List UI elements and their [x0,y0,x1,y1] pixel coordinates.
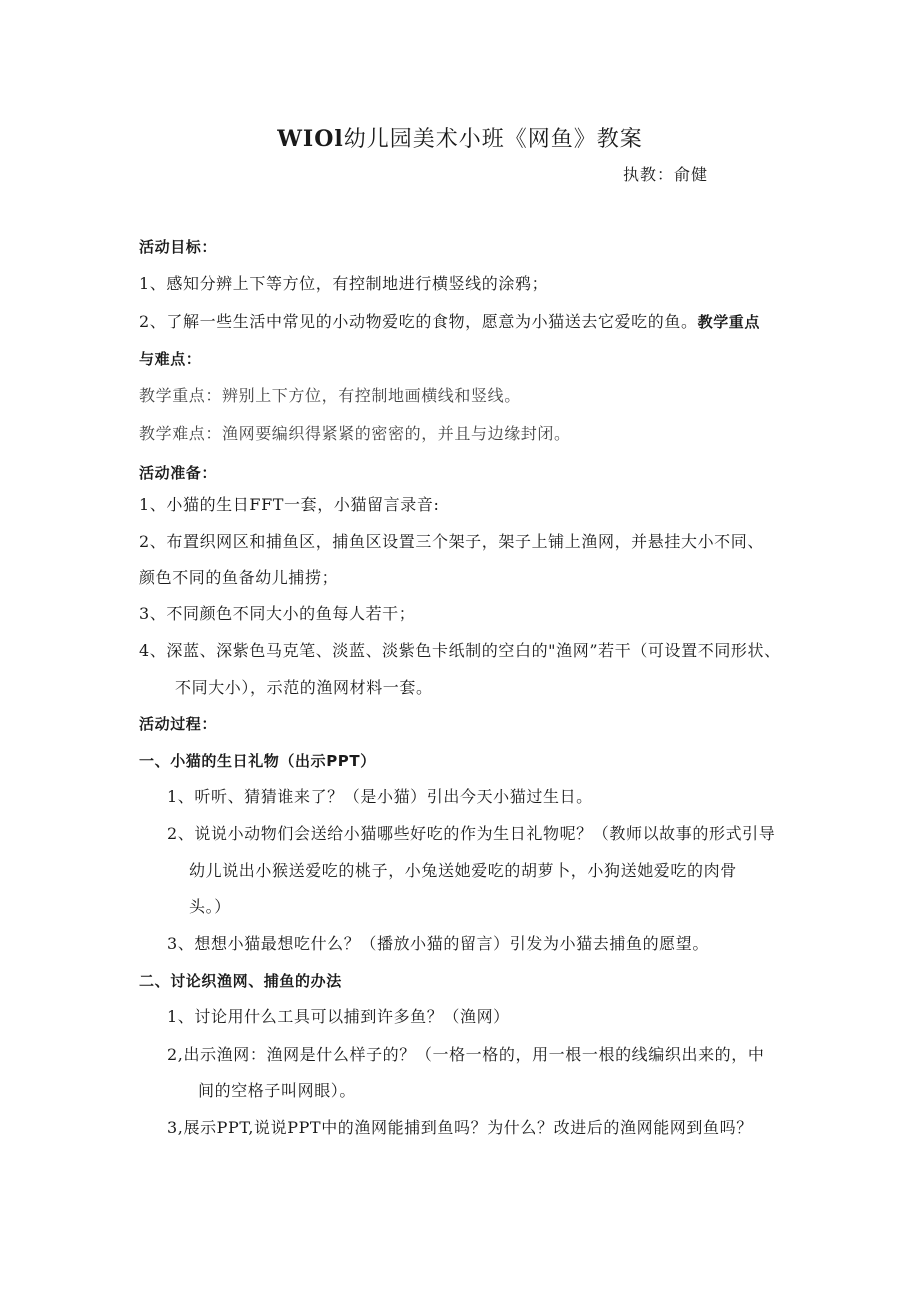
prep-heading: 活动准备： [139,464,218,482]
section-2-item-2-line-2: 间的空格子叫网眼）。 [198,1081,357,1100]
section-2-item-3: 3,展示PPT,说说PPT中的渔网能捕到鱼吗？为什么？改进后的渔网能网到鱼吗？ [167,1118,753,1137]
section-2-heading: 二、讨论织渔网、捕鱼的办法 [139,972,342,990]
title-text: 幼儿园美术小班《网鱼》教案 [343,127,643,152]
section-1-item-3: 3、想想小猫最想吃什么？（播放小猫的留言）引发为小猫去捕鱼的愿望。 [167,934,709,953]
prep-item-3: 3、不同颜色不同大小的鱼每人若干； [139,604,416,623]
section-1-item-2-line-1: 2、说说小动物们会送给小猫哪些好吃的作为生日礼物呢？（教师以故事的形式引导 [167,824,776,843]
teaching-difficulty: 教学难点：渔网要编织得紧紧的密密的，并且与边缘封闭。 [139,424,571,443]
section-1-heading: 一、小猫的生日礼物（出示PPT） [139,752,376,770]
keypoints-heading-part2: 与难点： [139,350,202,368]
prep-item-2-line-2: 颜色不同的鱼备幼儿捕捞； [139,568,339,587]
section-2-item-2-line-1: 2,出示渔网：渔网是什么样子的？（一格一格的，用一根一根的线编织出来的，中 [167,1045,765,1064]
goal-item-2 [139,311,760,333]
goals-heading: 活动目标： [139,238,218,256]
section-2-item-1: 1、讨论用什么工具可以捕到许多鱼？（渔网） [167,1007,510,1026]
title-code: WIOl [277,126,344,152]
section-1-item-1: 1、听听、猜猜谁来了？（是小猫）引出今天小猫过生日。 [167,787,593,806]
prep-item-4-line-1: 4、深蓝、深紫色马克笔、淡蓝、淡紫色卡纸制的空白的"渔网”若干（可设置不同形状、 [139,641,781,660]
prep-item-1: 1、小猫的生日FFT一套，小猫留言录音: [139,495,440,514]
keypoints-heading-part1: 教学重点 [697,313,760,331]
teacher-name: 执教：俞健 [623,165,709,184]
document-title [0,124,920,155]
section-1-item-2-line-2: 幼儿说出小猴送爱吃的桃子，小兔送她爱吃的胡萝卜，小狗送她爱吃的肉骨 [189,861,737,880]
section-1-item-2-line-3: 头。） [189,897,231,916]
process-heading: 活动过程： [139,715,218,733]
prep-item-4-line-2: 不同大小），示范的渔网材料一套。 [175,678,433,697]
goal-item-2-text: 2、了解一些生活中常见的小动物爱吃的食物，愿意为小猫送去它爱吃的鱼。 [139,312,698,331]
goal-item-1: 1、感知分辨上下等方位，有控制地进行横竖线的涂鸦； [139,274,549,293]
prep-item-2-line-1: 2、布置织网区和捕鱼区，捕鱼区设置三个架子，架子上铺上渔网，并悬挂大小不同、 [139,532,764,551]
teaching-focus: 教学重点：辨别上下方位，有控制地画横线和竖线。 [139,386,521,405]
